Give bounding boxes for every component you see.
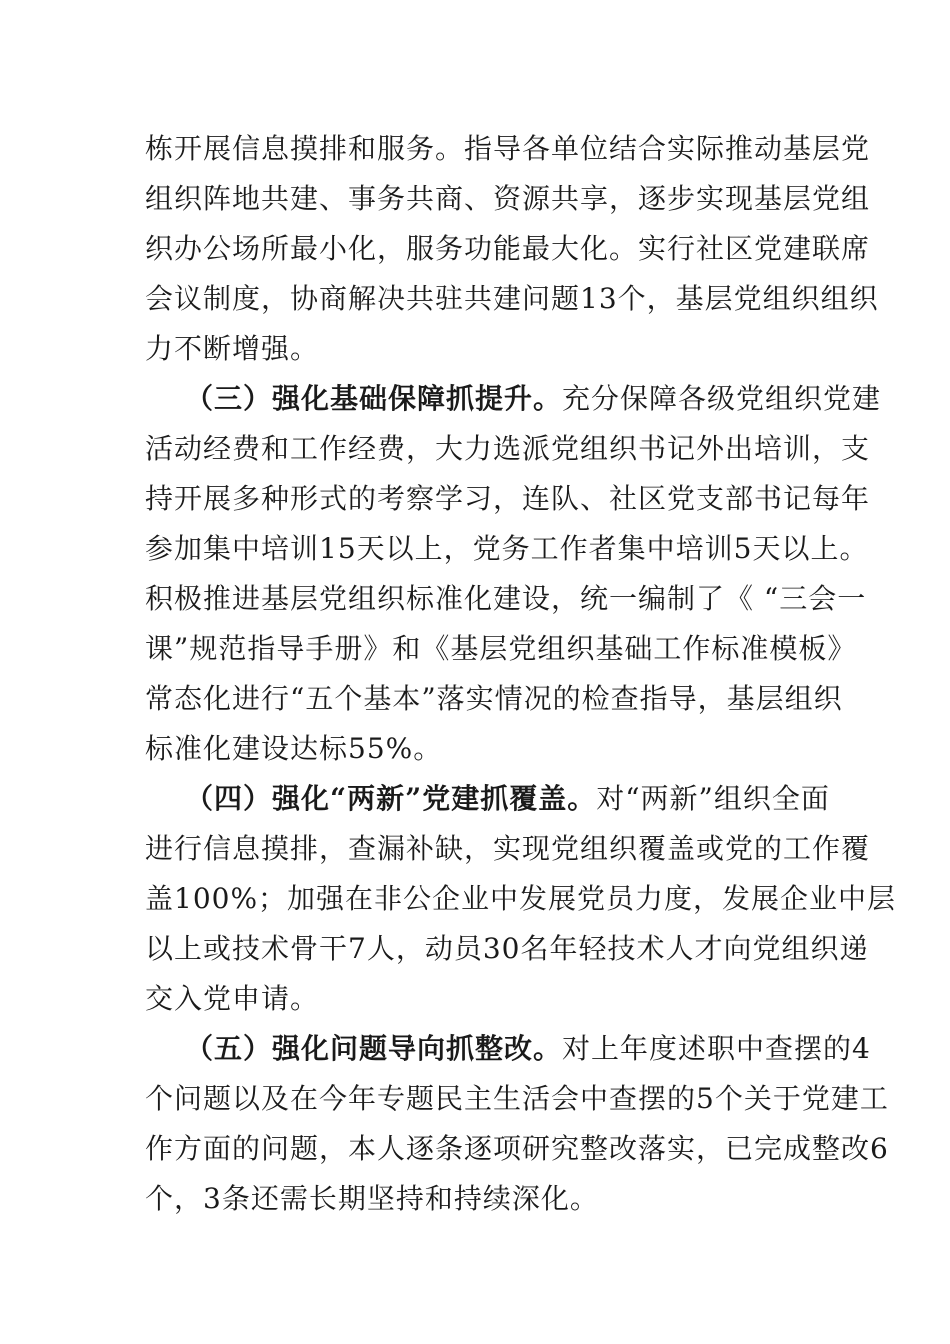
text-line: 进行信息摸排，查漏补缺，实现党组织覆盖或党的工作覆 — [145, 832, 871, 865]
paragraph — [145, 374, 882, 774]
paragraph — [145, 774, 897, 1024]
text-line: 栋开展信息摸排和服务。指导各单位结合实际推动基层党 — [145, 132, 871, 165]
text-line: 参加集中培训15天以上，党务工作者集中培训5天以上。 — [145, 532, 869, 565]
text-line: 持开展多种形式的考察学习，连队、社区党支部书记每年 — [145, 482, 871, 515]
text-line: 以上或技术骨干7人，动员30名年轻技术人才向党组织递 — [145, 932, 869, 965]
text-line: 交入党申请。 — [145, 982, 320, 1015]
text-line: 盖100%；加强在非公企业中发展党员力度，发展企业中层 — [145, 882, 897, 915]
text-line: 课”规范指导手册》和《基层党组织基础工作标准模板》 — [145, 632, 857, 665]
text-line: 会议制度，协商解决共驻共建问题13个，基层党组织组织 — [145, 282, 879, 315]
text-line: 织办公场所最小化，服务功能最大化。实行社区党建联席 — [145, 232, 871, 265]
text-line: 个问题以及在今年专题民主生活会中查摆的5个关于党建工 — [145, 1082, 889, 1115]
section-heading: （四）强化“两新”党建抓覆盖。 — [185, 782, 597, 815]
text-run: 对“两新”组织全面 — [596, 782, 830, 815]
text-line — [145, 774, 830, 824]
document-body — [145, 124, 897, 1224]
text-line: 常态化进行“五个基本”落实情况的检查指导，基层组织 — [145, 682, 843, 715]
text-line — [145, 374, 882, 424]
text-line: 个，3条还需长期坚持和持续深化。 — [145, 1182, 599, 1215]
text-run: 对上年度述职中查摆的4 — [562, 1032, 871, 1065]
text-line: 作方面的问题，本人逐条逐项研究整改落实，已完成整改6 — [145, 1132, 889, 1165]
paragraph — [145, 124, 879, 374]
paragraph — [145, 1024, 889, 1224]
text-line: 活动经费和工作经费，大力选派党组织书记外出培训，支 — [145, 432, 871, 465]
text-line: 力不断增强。 — [145, 332, 320, 365]
text-line: 标准化建设达标55%。 — [145, 732, 443, 765]
text-line — [145, 1024, 871, 1074]
section-heading: （三）强化基础保障抓提升。 — [185, 382, 563, 415]
text-line: 组织阵地共建、事务共商、资源共享，逐步实现基层党组 — [145, 182, 871, 215]
text-run: 充分保障各级党组织党建 — [562, 382, 882, 415]
text-line: 积极推进基层党组织标准化建设，统一编制了《 “三会一 — [145, 582, 867, 615]
section-heading: （五）强化问题导向抓整改。 — [185, 1032, 563, 1065]
